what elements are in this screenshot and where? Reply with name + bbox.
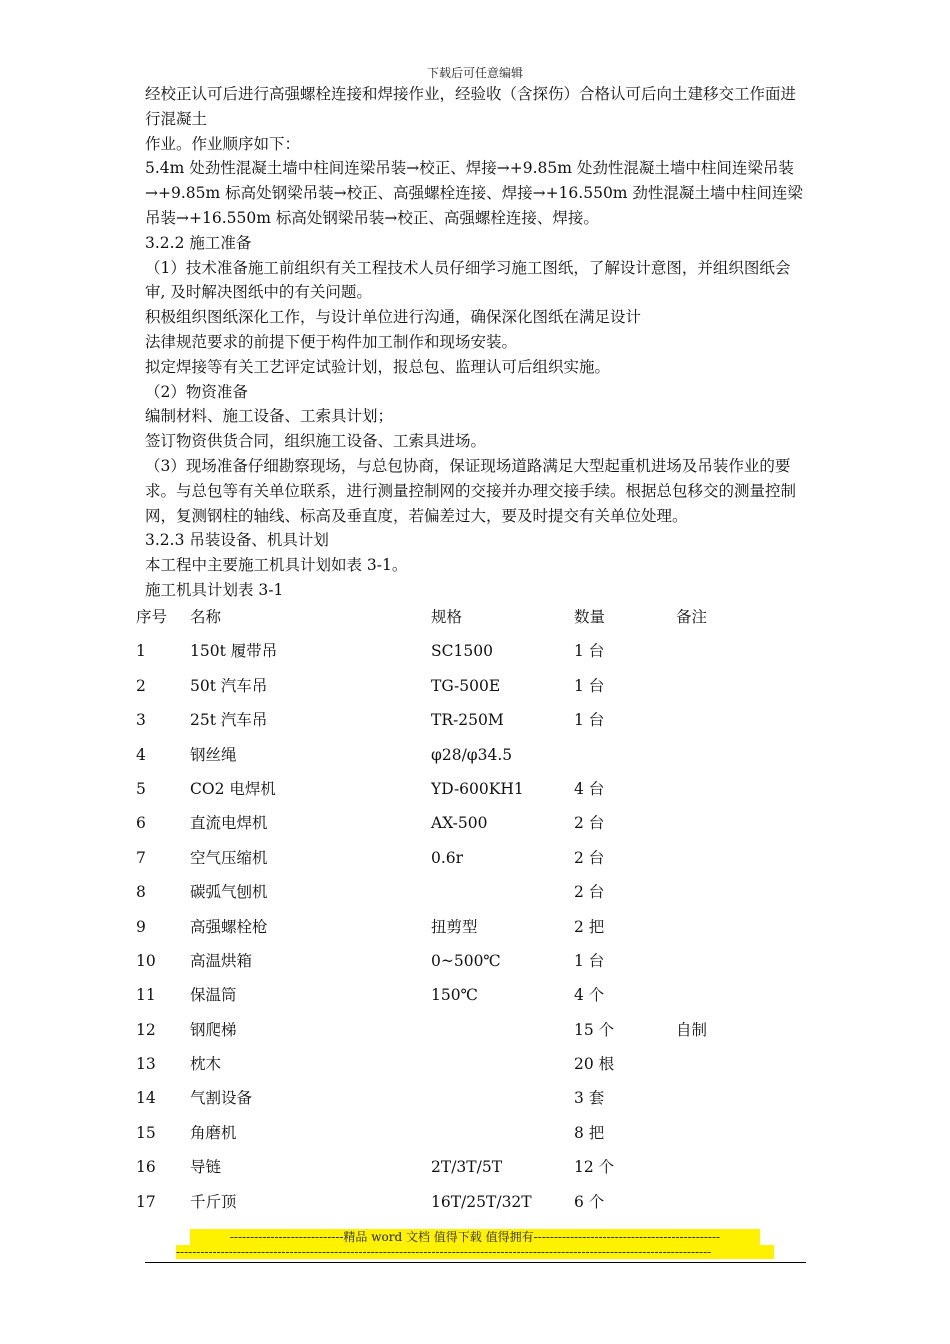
table-cell: 1 台 [574,676,605,695]
table-cell: 气割设备 [190,1089,253,1108]
table-cell: 16 [136,1158,156,1177]
table-cell: 钢丝绳 [190,745,237,764]
table-cell: 9 [136,917,146,936]
table-header-row [136,603,816,637]
table-row [136,1188,816,1222]
table-row [136,637,816,671]
paragraph: 拟定焊接等有关工艺评定试验计划，报总包、监理认可后组织实施。 [145,357,611,376]
table-row [136,913,816,947]
table-row [136,1084,816,1118]
table-cell: 8 把 [574,1123,605,1142]
table-cell: 13 [136,1055,156,1074]
paragraph: （2）物资准备 [145,382,248,401]
table-cell: 15 [136,1123,156,1142]
table-cell: 6 [136,814,146,833]
table-cell: 17 [136,1192,156,1211]
table-cell: 空气压缩机 [190,848,268,867]
paragraph: 编制材料、施工设备、工索具计划； [145,407,394,426]
table-cell: 直流电焊机 [190,814,268,833]
table-cell: 0~500℃ [431,951,501,970]
table-cell: 2T/3T/5T [431,1158,503,1177]
table-cell: 14 [136,1089,156,1108]
table-cell: 2 台 [574,883,605,902]
table-cell: YD-600KH1 [431,779,524,798]
header-cell: 备注 [676,608,708,626]
table-row [136,809,816,843]
table-row [136,1119,816,1153]
table-row [136,775,816,809]
table-cell: CO2 电焊机 [190,779,276,798]
table-cell: TR-250M [431,711,504,730]
table-cell: 15 个 [574,1020,615,1039]
table-cell: φ28/φ34.5 [431,745,513,764]
paragraph: 本工程中主要施工机具计划如表 3-1。 [145,556,408,575]
table-row [136,844,816,878]
table-cell: TG-500E [431,676,501,695]
table-cell: 导链 [190,1158,222,1177]
table-cell: 25t 汽车吊 [190,711,268,730]
table-cell: 钢爬梯 [190,1020,237,1039]
table-cell: 20 根 [574,1055,615,1074]
paragraph: （1）技术准备施工前组织有关工程技术人员仔细学习施工图纸，了解设计意图，并组织图纸会审, 及时解决图纸中的有关问题。 [145,258,791,302]
equipment-table [136,603,816,1222]
table-cell: 16T/25T/32T [431,1192,532,1211]
table-cell: 1 台 [574,642,605,661]
table-row [136,1153,816,1187]
table-cell: 150t 履带吊 [190,642,278,661]
paragraph: 积极组织图纸深化工作，与设计单位进行沟通，确保深化图纸在满足设计 [145,308,642,327]
table-cell: 碳弧气刨机 [190,883,268,902]
table-cell: 1 台 [574,711,605,730]
table-row [136,947,816,981]
table-cell: 高强螺栓枪 [190,917,268,936]
table-cell: 千斤顶 [190,1192,237,1211]
paragraph: 作业。作业顺序如下： [145,134,301,153]
header-cell: 数量 [574,608,606,626]
body-text [145,82,810,603]
table-body [136,637,816,1222]
footer-rule [145,1262,806,1263]
paragraph: 5.4m 处劲性混凝土墙中柱间连梁吊装→校正、焊接→+9.85m 处劲性混凝土墙中柱间连梁吊装→+9.85m 标高处钢梁吊装→校正、高强螺栓连接、焊接→+16.550m 劲性混凝土墙中柱间连梁吊装→+16.550m 标高处钢梁吊装→校正、高强螺栓连接、焊接。 [145,159,803,227]
header-cell: 规格 [431,608,463,626]
paragraph: 经校正认可后进行高强螺栓连接和焊接作业，经验收（含探伤）合格认可后向土建移交工作面进行混凝土 [145,85,797,128]
table-row [136,981,816,1015]
footer-banner: ----------------------------精品 word 文档 值得下载 值得拥有---------------------------------------------- [190,1229,760,1245]
table-cell: 自制 [676,1020,708,1039]
footer-dashes: ------------------------------------------------------------------------------------------------------------------------------------ [176,1245,774,1259]
table-row [136,706,816,740]
table-row [136,741,816,775]
table-cell: 4 个 [574,986,605,1005]
table-cell: 3 [136,711,146,730]
page-header: 下载后可任意编辑 [426,66,523,80]
table-cell: 4 台 [574,779,605,798]
paragraph: 签订物资供货合同，组织施工设备、工索具进场。 [145,432,487,451]
table-cell: 8 [136,883,146,902]
table-cell: 2 台 [574,814,605,833]
header-cell: 序号 [136,608,168,626]
table-cell: 0.6r [431,848,464,867]
table-cell: 150℃ [431,986,478,1005]
table-cell: 2 [136,676,146,695]
table-cell: 4 [136,745,146,764]
table-row [136,1016,816,1050]
paragraph: （3）现场准备仔细勘察现场，与总包协商，保证现场道路满足大型起重机进场及吊装作业的要求。与总包等有关单位联系，进行测量控制网的交接并办理交接手续。根据总包移交的测量控制网，复测钢柱的轴线、标高及垂直度，若偏差过大，要及时提交有关单位处理。 [145,456,797,525]
table-cell: 1 [136,642,146,661]
table-cell: 1 台 [574,951,605,970]
table-row [136,878,816,912]
table-cell: 11 [136,986,156,1005]
table-cell: AX-500 [431,814,488,833]
table-cell: 保温筒 [190,986,237,1005]
table-row [136,1050,816,1084]
table-cell: 枕木 [190,1055,222,1074]
table-cell: 12 个 [574,1158,615,1177]
table-cell: 5 [136,779,146,798]
header-cell: 名称 [190,608,222,626]
section-heading: 3.2.2 施工准备 [145,233,252,252]
table-row [136,672,816,706]
table-caption: 施工机具计划表 3-1 [145,580,284,599]
table-cell: 2 把 [574,917,605,936]
table-cell: 扭剪型 [431,917,478,936]
table-cell: 高温烘箱 [190,951,253,970]
table-cell: 12 [136,1020,156,1039]
table-cell: 6 个 [574,1192,605,1211]
table-cell: 角磨机 [190,1123,237,1142]
table-cell: 3 套 [574,1089,605,1108]
section-heading: 3.2.3 吊装设备、机具计划 [145,531,329,550]
table-cell: 2 台 [574,848,605,867]
table-cell: 10 [136,951,156,970]
table-cell: 50t 汽车吊 [190,676,268,695]
table-cell: 7 [136,848,146,867]
table-cell: SC1500 [431,642,493,661]
paragraph: 法律规范要求的前提下便于构件加工制作和现场安装。 [145,332,518,351]
